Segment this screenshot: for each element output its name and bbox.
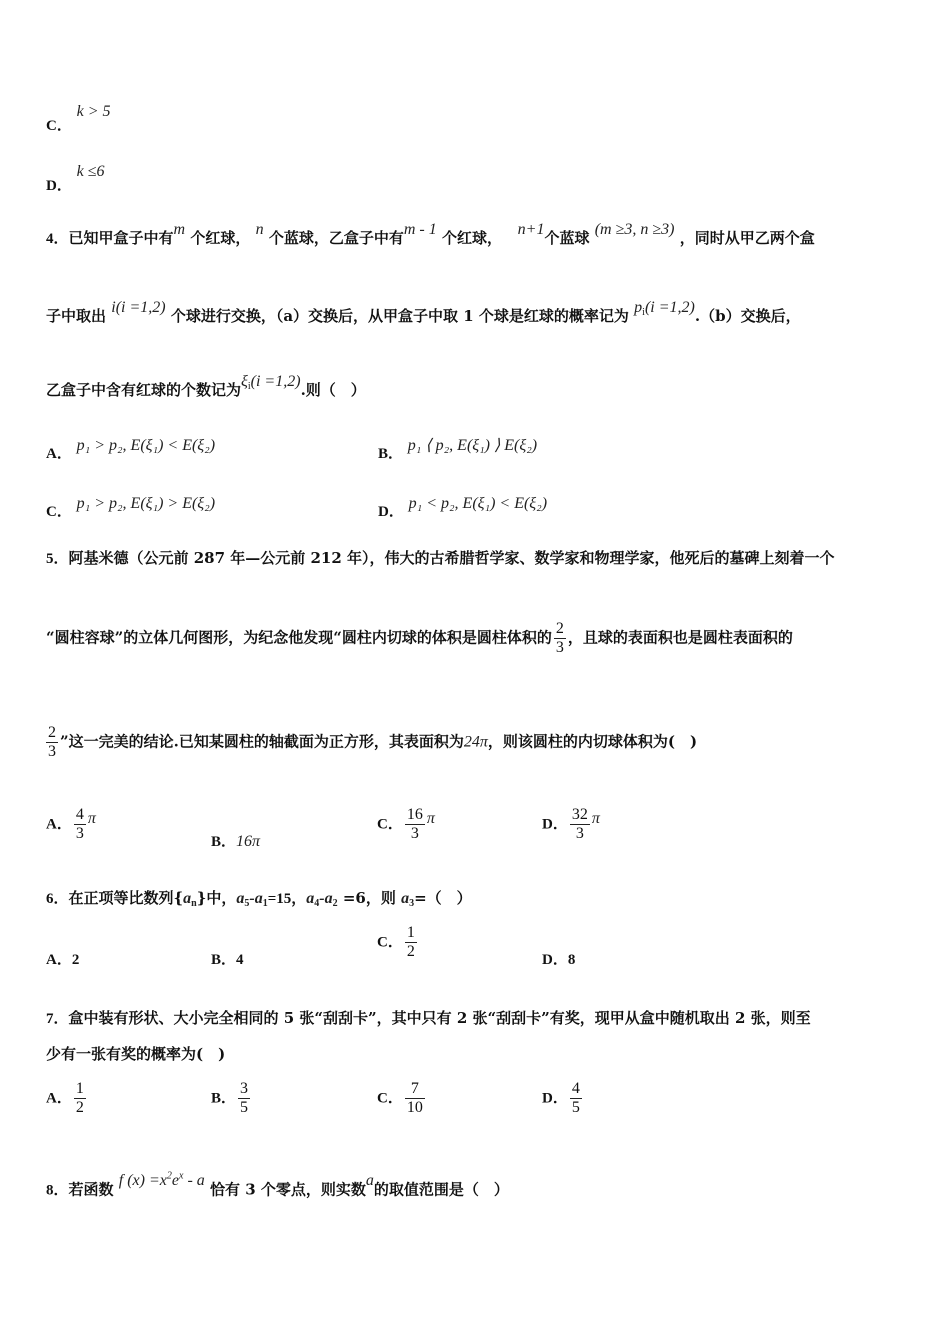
q6-option-b[interactable]: B．4 <box>211 952 244 968</box>
q7-option-a[interactable]: A． $\frac{1}{2}$ <box>46 1080 84 1116</box>
fraction-two-thirds: $\frac{2}{3}$ <box>555 620 564 656</box>
q4-option-b[interactable]: B． p₁ ⟨ p₂, E(ξ₁) ⟩ E(ξ₂) <box>378 437 538 462</box>
q7-option-d[interactable]: D． $\frac{4}{5}$ <box>542 1080 580 1116</box>
q5-option-b[interactable]: B．16π <box>211 833 261 850</box>
q4-stem-line2: 子中取出 i(i =1,2) 个球进行交换，（a）交换后，从甲盒子中取 1 个球是红球的概率记为 $p_i(i =1,2).(b)$交换后， <box>46 299 801 325</box>
q3-option-d[interactable]: D． k ≤6 <box>46 163 105 194</box>
q4-stem-line3: 乙盒子中含有红球的个数记为$\xi_i(i =1,2)$.则（ ） <box>46 373 366 399</box>
q6-stem: 6．在正项等比数列$\{a_n\}$中，$a_5-a_1=15$，$a_4-a_2 =6$，则 $a_3=$（ ） <box>46 889 472 909</box>
q7-stem-line1: 7．盒中装有形状、大小完全相同的 5 张“刮刮卡”，其中只有 2 张“刮刮卡”有奖，现甲从盒中随机取出 2 张，则至 <box>46 1009 811 1027</box>
q5-option-a[interactable]: A． $\frac{4}{3}$ π <box>46 806 96 842</box>
q5-option-c[interactable]: C． $\frac{16}{3}$ π <box>377 806 435 842</box>
q7-option-b[interactable]: B． $\frac{3}{5}$ <box>211 1080 249 1116</box>
q4-option-a[interactable]: A． p₁ > p₂, E(ξ₁) < E(ξ₂) <box>46 437 216 462</box>
q5-stem-line3: $\frac{2}{3}$ ”这一完美的结论.已知某圆柱的轴截面为正方形，其表面积为24π，则该圆柱的内切球体积为( ) <box>48 724 698 760</box>
fraction-two-thirds: $\frac{2}{3}$ <box>48 724 56 760</box>
q6-option-d[interactable]: D．8 <box>542 952 576 968</box>
q8-stem: 8．若函数 f $(x) =x^2e^x - a$ 恰有 3 个零点，则实数a的取值范围是（ ） <box>46 1171 509 1199</box>
q7-option-c[interactable]: C． $\frac{7}{10}$ <box>377 1080 423 1116</box>
q7-stem-line2: 少有一张有奖的概率为( ) <box>46 1045 226 1063</box>
q6-option-a[interactable]: A．2 <box>46 952 80 968</box>
q5-option-d[interactable]: D． $\frac{32}{3}$ π <box>542 806 600 842</box>
q5-stem-line1: 5．阿基米德（公元前 287 年—公元前 212 年），伟大的古希腊哲学家、数学家和物理学家，他死后的墓碑上刻着一个 <box>46 549 835 567</box>
q5-stem-line2: “圆柱容球”的立体几何图形，为纪念他发现“圆柱内切球的体积是圆柱体积的 $\frac{2}{3}$ ，且球的表面积也是圆柱表面积的 <box>46 620 793 656</box>
q4-option-c[interactable]: C． p₁ > p₂, E(ξ₁) > E(ξ₂) <box>46 495 216 520</box>
q4-stem-line1: 4．已知甲盒子中有m 个红球， n 个蓝球，乙盒子中有m - 1 个红球， n+1个蓝球 (m ≥3, n ≥3) ，同时从甲乙两个盒 <box>46 221 815 247</box>
q4-option-d[interactable]: D． p₁ < p₂, E(ξ₁) < E(ξ₂) <box>378 495 548 520</box>
q3-option-c[interactable]: C． k > 5 <box>46 103 111 134</box>
q6-option-c[interactable]: C． $\frac{1}{2}$ <box>377 924 415 960</box>
